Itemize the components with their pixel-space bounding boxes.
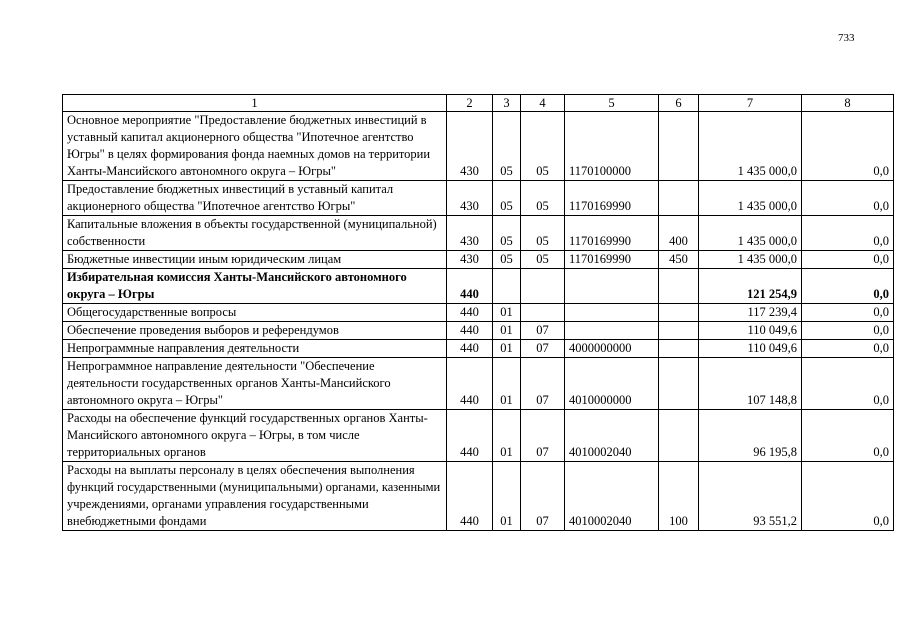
row-amount-secondary: 0,0: [802, 269, 894, 304]
row-expense-type: 100: [659, 462, 699, 531]
row-section-code: 05: [493, 112, 521, 181]
row-admin-code: 440: [447, 269, 493, 304]
row-section-code: [493, 269, 521, 304]
table-row: [63, 322, 894, 340]
row-name: Непрограммные направления деятельности: [63, 340, 447, 358]
row-subsection-code: 05: [521, 181, 565, 216]
row-section-code: 01: [493, 410, 521, 462]
row-subsection-code: 07: [521, 410, 565, 462]
column-header-6: 6: [659, 95, 699, 112]
table-body: [63, 112, 894, 531]
row-section-code: 01: [493, 304, 521, 322]
row-amount: 1 435 000,0: [699, 251, 802, 269]
row-target-article: 1170100000: [565, 112, 659, 181]
table-row: [63, 269, 894, 304]
row-expense-type: [659, 358, 699, 410]
row-expense-type: [659, 112, 699, 181]
row-name: Бюджетные инвестиции иным юридическим лицам: [63, 251, 447, 269]
row-subsection-code: 07: [521, 358, 565, 410]
row-target-article: 1170169990: [565, 216, 659, 251]
row-section-code: 01: [493, 340, 521, 358]
budget-table: [62, 94, 894, 531]
row-amount-secondary: 0,0: [802, 216, 894, 251]
row-name: Расходы на обеспечение функций государственных органов Ханты-Мансийского автономного округа – Югры, в том числе территориальных органов: [63, 410, 447, 462]
row-amount-secondary: 0,0: [802, 340, 894, 358]
row-amount-secondary: 0,0: [802, 181, 894, 216]
row-subsection-code: [521, 269, 565, 304]
table-row: [63, 358, 894, 410]
row-expense-type: 450: [659, 251, 699, 269]
row-name: Непрограммное направление деятельности "Обеспечение деятельности государственных органов Ханты-Мансийского автономного округа – Югры": [63, 358, 447, 410]
row-amount-secondary: 0,0: [802, 410, 894, 462]
row-name: Обеспечение проведения выборов и референдумов: [63, 322, 447, 340]
row-amount-secondary: 0,0: [802, 112, 894, 181]
row-admin-code: 440: [447, 322, 493, 340]
row-amount-secondary: 0,0: [802, 251, 894, 269]
table-row: [63, 181, 894, 216]
row-subsection-code: 05: [521, 112, 565, 181]
row-amount: 117 239,4: [699, 304, 802, 322]
row-target-article: [565, 304, 659, 322]
row-expense-type: [659, 269, 699, 304]
row-amount: 1 435 000,0: [699, 181, 802, 216]
row-expense-type: [659, 340, 699, 358]
table-row: [63, 462, 894, 531]
row-amount: 121 254,9: [699, 269, 802, 304]
row-amount-secondary: 0,0: [802, 358, 894, 410]
row-target-article: 4010002040: [565, 462, 659, 531]
row-target-article: 4010002040: [565, 410, 659, 462]
row-target-article: 4010000000: [565, 358, 659, 410]
row-subsection-code: [521, 304, 565, 322]
row-target-article: 1170169990: [565, 251, 659, 269]
table-row: [63, 340, 894, 358]
row-amount: 1 435 000,0: [699, 112, 802, 181]
row-section-code: 05: [493, 181, 521, 216]
row-admin-code: 440: [447, 304, 493, 322]
column-header-5: 5: [565, 95, 659, 112]
column-header-4: 4: [521, 95, 565, 112]
row-name: Общегосударственные вопросы: [63, 304, 447, 322]
table-row: [63, 216, 894, 251]
row-subsection-code: 05: [521, 251, 565, 269]
row-expense-type: [659, 304, 699, 322]
row-expense-type: [659, 181, 699, 216]
row-amount: 93 551,2: [699, 462, 802, 531]
table-row: [63, 410, 894, 462]
row-section-code: 05: [493, 251, 521, 269]
row-target-article: [565, 322, 659, 340]
row-admin-code: 430: [447, 216, 493, 251]
row-subsection-code: 07: [521, 462, 565, 531]
row-target-article: 1170169990: [565, 181, 659, 216]
row-target-article: 4000000000: [565, 340, 659, 358]
row-admin-code: 430: [447, 251, 493, 269]
row-amount: 96 195,8: [699, 410, 802, 462]
row-target-article: [565, 269, 659, 304]
row-subsection-code: 07: [521, 322, 565, 340]
row-expense-type: 400: [659, 216, 699, 251]
column-header-1: 1: [63, 95, 447, 112]
row-admin-code: 440: [447, 410, 493, 462]
row-amount: 1 435 000,0: [699, 216, 802, 251]
row-name: Избирательная комиссия Ханты-Мансийского автономного округа – Югры: [63, 269, 447, 304]
row-expense-type: [659, 410, 699, 462]
row-amount-secondary: 0,0: [802, 462, 894, 531]
column-header-8: 8: [802, 95, 894, 112]
table-row: [63, 304, 894, 322]
row-amount: 110 049,6: [699, 340, 802, 358]
table-row: [63, 112, 894, 181]
column-header-7: 7: [699, 95, 802, 112]
row-section-code: 05: [493, 216, 521, 251]
row-name: Расходы на выплаты персоналу в целях обеспечения выполнения функций государственными (муниципальными) органами, казенными учреждениями, органами управления государственными внебюджетными фондами: [63, 462, 447, 531]
row-section-code: 01: [493, 322, 521, 340]
row-name: Основное мероприятие "Предоставление бюджетных инвестиций в уставный капитал акционерного общества "Ипотечное агентство Югры" в целях формирования фонда наемных домов на территории Ханты-Мансийского автономного округа – Югры": [63, 112, 447, 181]
row-admin-code: 440: [447, 358, 493, 410]
table-row: [63, 251, 894, 269]
row-section-code: 01: [493, 358, 521, 410]
row-amount-secondary: 0,0: [802, 304, 894, 322]
row-subsection-code: 05: [521, 216, 565, 251]
header-row: [63, 95, 894, 112]
column-header-3: 3: [493, 95, 521, 112]
column-header-2: 2: [447, 95, 493, 112]
row-expense-type: [659, 322, 699, 340]
row-name: Капитальные вложения в объекты государственной (муниципальной) собственности: [63, 216, 447, 251]
row-admin-code: 430: [447, 181, 493, 216]
row-amount: 107 148,8: [699, 358, 802, 410]
row-admin-code: 430: [447, 112, 493, 181]
page-number: 733: [838, 32, 855, 44]
row-amount: 110 049,6: [699, 322, 802, 340]
row-admin-code: 440: [447, 340, 493, 358]
row-subsection-code: 07: [521, 340, 565, 358]
row-section-code: 01: [493, 462, 521, 531]
row-admin-code: 440: [447, 462, 493, 531]
row-name: Предоставление бюджетных инвестиций в уставный капитал акционерного общества "Ипотечное агентство Югры": [63, 181, 447, 216]
row-amount-secondary: 0,0: [802, 322, 894, 340]
